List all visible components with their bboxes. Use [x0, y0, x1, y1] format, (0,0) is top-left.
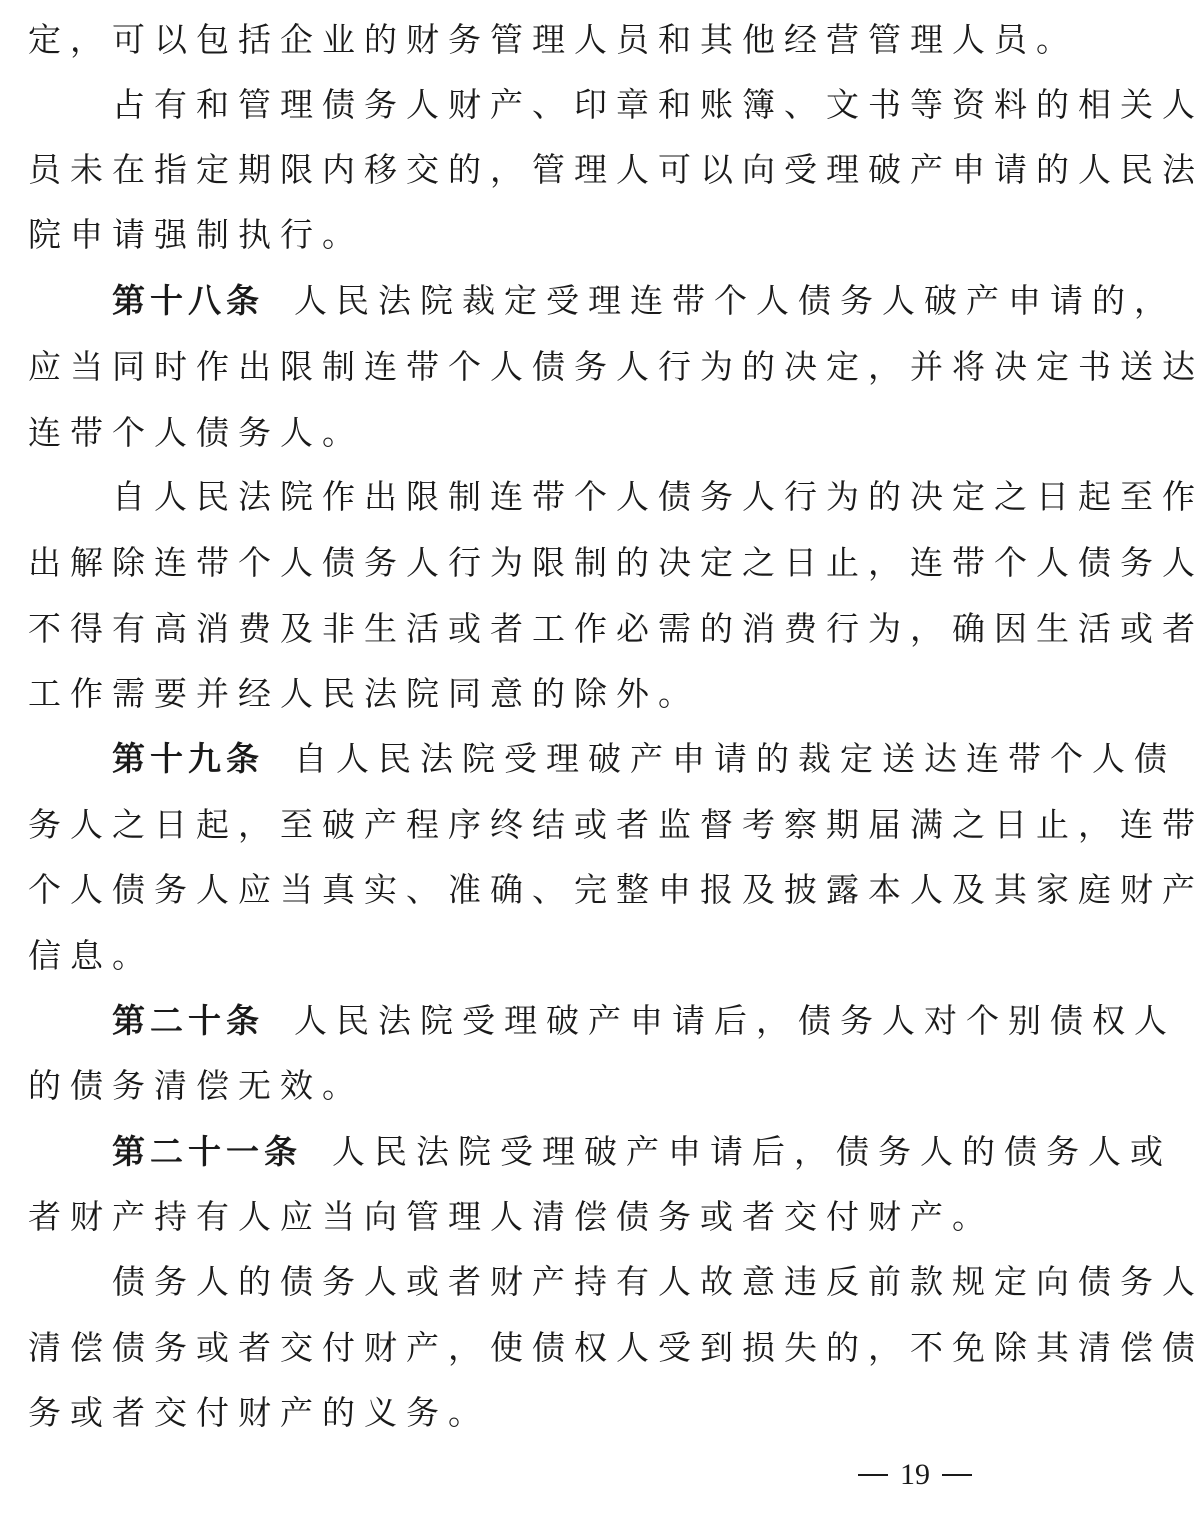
text-line: 自人民法院作出限制连带个人债务人行为的决定之日起至作 — [28, 477, 1204, 516]
text-line: 务人之日起，至破产程序终结或者监督考察期届满之日止，连带 — [28, 805, 1204, 844]
text-line: 务或者交付财产的义务。 — [28, 1393, 490, 1432]
text-line: 清偿债务或者交付财产，使债权人受到损失的，不免除其清偿债 — [28, 1328, 1204, 1367]
text-line: 信息。 — [28, 936, 154, 975]
text-line: 债务人的债务人或者财产持有人故意违反前款规定向债务人 — [28, 1262, 1204, 1301]
article-19-first-line — [28, 735, 1176, 783]
text-line: 人民法院受理破产申请后，债务人对个别债权人 — [294, 1001, 1176, 1040]
article-18-heading: 第十八条 — [112, 281, 264, 320]
text-line: 出解除连带个人债务人行为限制的决定之日止，连带个人债务人 — [28, 543, 1204, 582]
article-19-heading: 第十九条 — [112, 739, 264, 778]
text-line: 应当同时作出限制连带个人债务人行为的决定，并将决定书送达 — [28, 347, 1204, 386]
text-line: 连带个人债务人。 — [28, 413, 364, 452]
page-number — [840, 1455, 990, 1495]
text-line: 者财产持有人应当向管理人清偿债务或者交付财产。 — [28, 1197, 994, 1236]
text-line: 个人债务人应当真实、准确、完整申报及披露本人及其家庭财产 — [28, 870, 1204, 909]
article-21-heading: 第二十一条 — [112, 1132, 302, 1171]
text-line: 院申请强制执行。 — [28, 215, 364, 254]
article-21-first-line — [28, 1128, 1172, 1176]
text-line: 占有和管理债务人财产、印章和账簿、文书等资料的相关人 — [28, 85, 1204, 124]
text-line: 人民法院受理破产申请后，债务人的债务人或 — [332, 1132, 1172, 1171]
text-line: 不得有高消费及非生活或者工作必需的消费行为，确因生活或者 — [28, 609, 1204, 648]
article-18-first-line — [28, 277, 1176, 325]
text-line: 工作需要并经人民法院同意的除外。 — [28, 674, 700, 713]
page-number-text: 19 — [900, 1458, 930, 1491]
article-20-first-line — [28, 997, 1176, 1045]
text-line: 人民法院裁定受理连带个人债务人破产申请的， — [294, 281, 1176, 320]
dash-left — [858, 1474, 888, 1476]
text-line: 的债务清偿无效。 — [28, 1066, 364, 1105]
text-line: 定，可以包括企业的财务管理人员和其他经营管理人员。 — [28, 20, 1078, 59]
article-20-heading: 第二十条 — [112, 1001, 264, 1040]
dash-right — [942, 1474, 972, 1476]
text-line: 员未在指定期限内移交的，管理人可以向受理破产申请的人民法 — [28, 150, 1204, 189]
text-line: 自人民法院受理破产申请的裁定送达连带个人债 — [294, 739, 1176, 778]
